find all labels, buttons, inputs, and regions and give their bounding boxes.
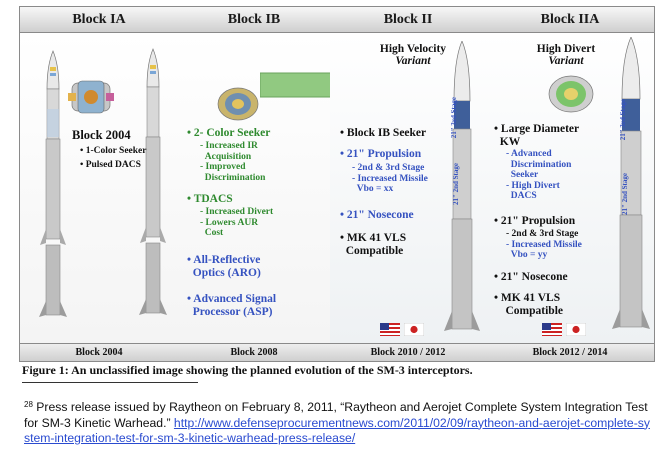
sm3-evolution-figure xyxy=(19,6,655,362)
column-header: Block IA xyxy=(20,7,178,33)
column-block-ii: Block II High Velocity Variant 21" 3rd Stage 21" 2nd Stage • Block IB Seeker • 21" Propulsion - 2nd & 3rd Stage - Increased Missile Vbo = xx • 21" Nosecone • MK 41 VLS Compatible Block 2010 / 2012 xyxy=(330,7,486,361)
feature-title: • 21" Nosecone xyxy=(494,271,568,283)
feature-title: • 21" Nosecone xyxy=(340,209,414,221)
variant-title: High Velocity Variant xyxy=(379,43,447,67)
feature-title: • All-Reflective Optics (ARO) xyxy=(187,254,261,279)
kill-vehicle-iia-image xyxy=(546,73,596,115)
column-footer: Block 2012 / 2014 xyxy=(486,343,654,361)
feature-title: • Large Diameter KW xyxy=(494,123,580,148)
footnote-link[interactable]: http://www.defenseprocurementnews.com/2011/02/09/raytheon-and-aerojet-complete-system-integration-test-for-sm-3-kinetic-warhead-press-release/ xyxy=(24,415,650,445)
column-header: Block II xyxy=(330,7,486,33)
missile-block-ia-left xyxy=(38,49,68,319)
footnote xyxy=(24,400,654,447)
feature-bullet: • Pulsed DACS xyxy=(80,160,141,170)
column-header: Block IB xyxy=(178,7,330,33)
missile-stage-label: 21" 3rd Stage xyxy=(450,97,458,139)
footnote-number: 28 xyxy=(24,400,33,409)
feature-bullet: • 1-Color Seeker xyxy=(80,146,147,156)
japan-flag-icon xyxy=(566,323,586,336)
footnote-divider xyxy=(22,382,198,383)
missile-stage-label: 21" 2nd Stage xyxy=(621,173,629,216)
feature-title: • 21" Propulsion xyxy=(340,148,422,160)
feature-title: • Advanced Signal Processor (ASP) xyxy=(187,293,277,318)
column-block-ib: Block IB • 2- Color Seeker - Increased IR Acquisition - Improved Discrimination • TDACS - Increased Divert - Lowers AUR Cost • All-Reflective Optics (ARO) • Advanced Signal Processor (ASP) Block 2008 xyxy=(178,7,330,361)
feature-title: • MK 41 VLS Compatible xyxy=(340,232,407,257)
missile-block-ia-right xyxy=(138,47,168,317)
column-footer: Block 2004 xyxy=(20,343,178,361)
feature-title: • TDACS xyxy=(187,193,233,205)
column-footer: Block 2008 xyxy=(178,343,330,361)
feature-title: • Block IB Seeker xyxy=(340,127,427,139)
column-block-ia xyxy=(20,7,178,361)
missile-stage-label: 21" 2nd Stage xyxy=(452,163,460,206)
variant-title: High Divert Variant xyxy=(536,43,596,67)
us-flag-icon xyxy=(380,323,400,336)
column-block-iia: Block IIA High Divert Variant 21" 3rd Stage 21" 2nd Stage • Large Diameter KW - Advanced Discrimination Seeker - High Divert DACS • 21" Propulsion - 2nd & 3rd Stage - Increased Missile Vbo = yy • 21" Nosecone • MK 41 VLS Compatible Block 2012 / 2014 xyxy=(486,7,654,361)
missile-stage-label: 21" 3rd Stage xyxy=(619,99,627,141)
block-2004-label: Block 2004 xyxy=(72,128,131,142)
figure-caption: Figure 1: An unclassified image showing the planned evolution of the SM-3 interceptors. xyxy=(22,363,473,377)
column-footer: Block 2010 / 2012 xyxy=(330,343,486,361)
feature-title: • 2- Color Seeker xyxy=(187,127,271,139)
column-header: Block IIA xyxy=(486,7,654,33)
japan-flag-icon xyxy=(404,323,424,336)
footnote-text: Press release issued by Raytheon on February 8, 2011, “Raytheon and Aerojet Complete System Integration Test for SM-3 Kinetic Warhead.” xyxy=(24,400,648,430)
us-flag-icon xyxy=(542,323,562,336)
feature-title: • MK 41 VLS Compatible xyxy=(494,292,563,317)
feature-title: • 21" Propulsion xyxy=(494,215,576,227)
kill-vehicle-ib-image xyxy=(216,85,260,123)
kill-vehicle-ia-image xyxy=(68,77,114,117)
